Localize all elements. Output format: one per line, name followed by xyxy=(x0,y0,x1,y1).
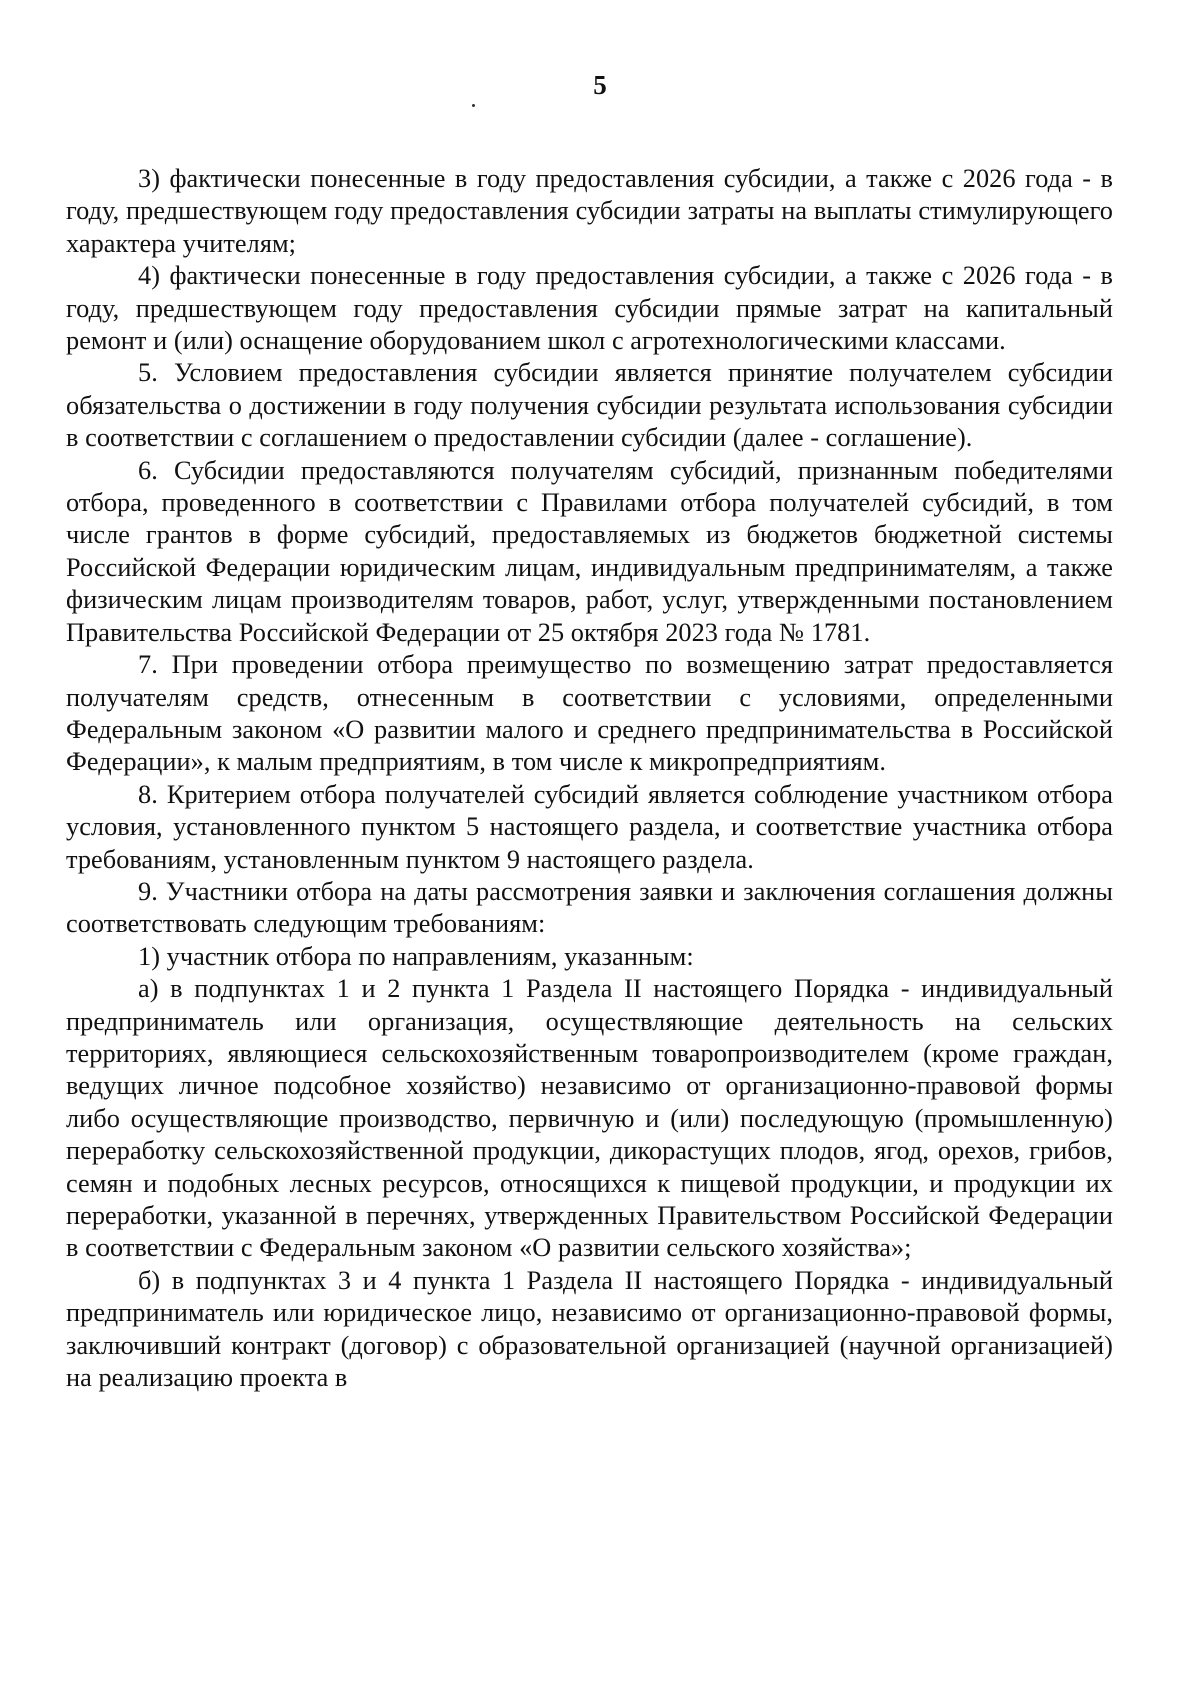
paragraph-6: 6. Субсидии предоставляются получателям субсидий, признанным победителями отбора, проведенного в соответствии с Правилами отбора получателей субсидий, в том числе грантов в форме субсидий, предоставляемых из бюджетов бюджетной системы Российской Федерации юридическим лицам, индивидуальным предпринимателям, а также физическим лицам производителям товаров, работ, услуг, утвержденными постановлением Правительства Российской Федерации от 25 октября 2023 года № 1781. xyxy=(66,455,1113,647)
paragraph-9-item-b: б) в подпунктах 3 и 4 пункта 1 Раздела II настоящего Порядка - индивидуальный предприниматель или юридическое лицо, независимо от организационно-правовой формы, заключивший контракт (договор) с образовательной организацией (научной организацией) на реализацию проекта в xyxy=(66,1265,1113,1393)
paragraph-9-item-a: а) в подпунктах 1 и 2 пункта 1 Раздела II настоящего Порядка - индивидуальный предприниматель или организация, осуществляющие деятельность на сельских территориях, являющиеся сельскохозяйственным товаропроизводителем (кроме граждан, ведущих личное подсобное хозяйство) независимо от организационно-правовой формы либо осуществляющие производство, первичную и (или) последующую (промышленную) переработку сельскохозяйственной продукции, дикорастущих плодов, ягод, орехов, грибов, семян и подобных лесных ресурсов, относящихся к пищевой продукции, и продукции их переработки, указанной в перечнях, утвержденных Правительством Российской Федерации в соответствии с Федеральным законом «О развитии сельского хозяйства»; xyxy=(66,974,1113,1263)
scan-speck xyxy=(472,104,475,107)
paragraph-9-item-1: 1) участник отбора по направлениям, указанным: xyxy=(138,941,694,971)
document-body xyxy=(66,163,1113,1394)
paragraph-5: 5. Условием предоставления субсидии является принятие получателем субсидии обязательства о достижении в году получения субсидии результата использования субсидии в соответствии с соглашением о предоставлении субсидии (далее - соглашение). xyxy=(66,358,1113,453)
paragraph-8: 8. Критерием отбора получателей субсидий является соблюдение участником отбора условия, установленного пунктом 5 настоящего раздела, и соответствие участника отбора требованиям, установленным пунктом 9 настоящего раздела. xyxy=(66,779,1113,874)
paragraph-9: 9. Участники отбора на даты рассмотрения заявки и заключения соглашения должны соответствовать следующим требованиям: xyxy=(66,876,1113,939)
paragraph-item-4: 4) фактически понесенные в году предоставления субсидии, а также с 2026 года - в году, предшествующем году предоставления субсидии прямые затрат на капитальный ремонт и (или) оснащение оборудованием школ с агротехнологическими классами. xyxy=(66,261,1113,356)
page-number: 5 xyxy=(593,70,607,100)
paragraph-item-3: 3) фактически понесенные в году предоставления субсидии, а также с 2026 года - в году, предшествующем году предоставления субсидии затраты на выплаты стимулирующего характера учителям; xyxy=(66,164,1113,258)
paragraph-7: 7. При проведении отбора преимущество по возмещению затрат предоставляется получателям средств, отнесенным в соответствии с условиями, определенными Федеральным законом «О развитии малого и среднего предпринимательства в Российской Федерации», к малым предприятиям, в том числе к микропредприятиям. xyxy=(66,650,1113,777)
